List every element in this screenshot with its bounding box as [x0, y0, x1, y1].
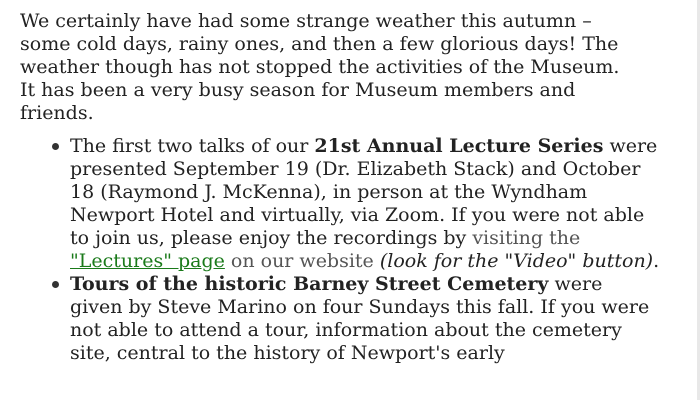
intro-paragraph	[20, 10, 660, 125]
lecture-text-1: The first two talks of our	[70, 135, 315, 157]
lecture-text-3: visiting the	[472, 227, 581, 249]
cemetery-tours-title: Tours of the historic Barney Street Cemetery	[70, 273, 549, 295]
lectures-page-link[interactable]: "Lectures" page	[70, 250, 225, 272]
news-list	[20, 135, 660, 365]
list-item-lecture-series	[70, 135, 660, 273]
lecture-text-4: on our website	[224, 250, 380, 272]
lecture-series-title: 21st Annual Lecture Series	[314, 135, 604, 157]
intro-line-5: friends.	[20, 102, 94, 124]
lecture-video-hint: (look for the "Video" button)	[379, 250, 654, 272]
lecture-text-5: .	[653, 250, 660, 272]
cemetery-text-1: were given by Steve Marino on four Sundays this fall. If you were not able to attend a tour, information about the cemetery site, central to the history of Newport's early	[70, 273, 650, 364]
bullet-icon	[52, 281, 59, 288]
intro-line-4: It has been a very busy season for Museum members and	[20, 79, 576, 101]
intro-line-2: some cold days, rainy ones, and then a few glorious days! The	[20, 33, 619, 55]
bullet-icon	[52, 143, 59, 150]
newsletter-content	[20, 10, 660, 365]
intro-line-1: We certainly have had some strange weather this autumn –	[20, 10, 592, 32]
intro-line-3: weather though has not stopped the activities of the Museum.	[20, 56, 620, 78]
list-item-cemetery-tours	[70, 273, 660, 365]
lecture-text-2: were presented September 19 (Dr. Elizabeth Stack) and October 18 (Raymond J. McKenna), in person at the Wyndham Newport Hotel and virtually, via Zoom. If you were not able to join us, please enjoy the recordings by	[70, 135, 658, 249]
